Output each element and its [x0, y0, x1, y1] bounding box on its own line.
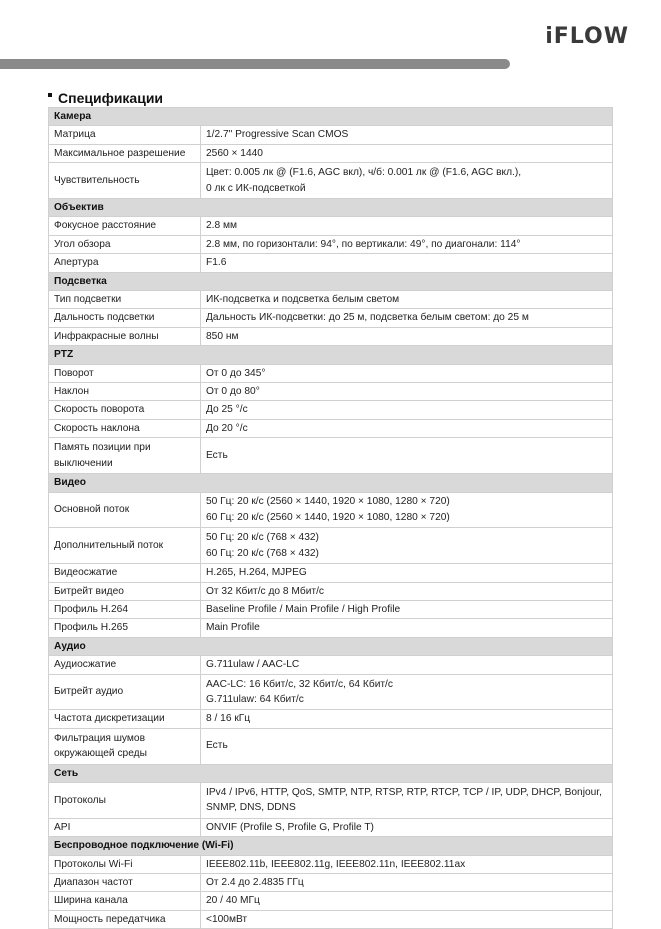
spec-key: Матрица [49, 126, 201, 144]
spec-value-line: От 0 до 345° [206, 367, 266, 379]
spec-key: Аудиосжатие [49, 656, 201, 674]
spec-row [49, 126, 613, 144]
spec-key: Битрейт видео [49, 582, 201, 600]
spec-key: API [49, 818, 201, 836]
spec-value-line: Main Profile [206, 622, 260, 634]
section-header [49, 346, 613, 364]
spec-value-line: 1/2.7" Progressive Scan CMOS [206, 129, 349, 141]
spec-value-line: До 20 °/с [206, 422, 248, 434]
spec-row [49, 600, 613, 618]
spec-value-line: IPv4 / IPv6, HTTP, QoS, SMTP, NTP, RTSP, RTP, RTCP, TCP / IP, UDP, DHCP, Bonjour, [206, 786, 602, 798]
spec-value [201, 910, 613, 928]
section-header [49, 199, 613, 217]
spec-key: Ширина канала [49, 892, 201, 910]
spec-row [49, 383, 613, 401]
brand-logo: iFLOW [545, 24, 629, 49]
spec-value [201, 383, 613, 401]
spec-row [49, 564, 613, 582]
spec-key: Профиль H.264 [49, 600, 201, 618]
section-header [49, 272, 613, 290]
spec-row [49, 254, 613, 272]
spec-value [201, 309, 613, 327]
spec-key: Диапазон частот [49, 873, 201, 891]
section-title: Объектив [49, 199, 613, 217]
spec-key: Скорость поворота [49, 401, 201, 419]
spec-key: Фильтрация шумов окружающей среды [49, 728, 201, 764]
spec-value [201, 163, 613, 199]
spec-value-line: До 25 °/с [206, 404, 248, 416]
spec-value [201, 818, 613, 836]
spec-value-line: SNMP, DNS, DDNS [206, 802, 296, 814]
spec-row [49, 855, 613, 873]
spec-value [201, 656, 613, 674]
spec-value-line: 850 нм [206, 330, 239, 342]
section-header [49, 637, 613, 655]
spec-row [49, 656, 613, 674]
spec-value [201, 144, 613, 162]
spec-value [201, 528, 613, 564]
spec-row [49, 235, 613, 253]
spec-value [201, 582, 613, 600]
spec-value-line: 50 Гц: 20 к/с (768 × 432) [206, 532, 319, 544]
spec-row [49, 144, 613, 162]
spec-value-line: ИК-подсветка и подсветка белым светом [206, 294, 400, 306]
spec-key: Дальность подсветки [49, 309, 201, 327]
spec-value-line: G.711ulaw / AAC-LC [206, 659, 300, 671]
spec-value-line: AAC-LC: 16 Кбит/с, 32 Кбит/с, 64 Кбит/с [206, 678, 393, 690]
spec-key: Угол обзора [49, 235, 201, 253]
spec-value [201, 728, 613, 764]
spec-row [49, 309, 613, 327]
spec-row [49, 401, 613, 419]
spec-value-line: От 2.4 до 2.4835 ГГц [206, 876, 304, 888]
spec-value [201, 438, 613, 474]
section-title: Беспроводное подключение (Wi-Fi) [49, 837, 613, 855]
spec-key: Основной поток [49, 492, 201, 528]
spec-value-line: 2560 × 1440 [206, 147, 263, 159]
spec-value-line: 20 / 40 МГц [206, 895, 260, 907]
spec-value-line: H.265, H.264, MJPEG [206, 567, 307, 579]
spec-value [201, 235, 613, 253]
section-title: Аудио [49, 637, 613, 655]
spec-value [201, 674, 613, 710]
section-header [49, 108, 613, 126]
spec-row [49, 419, 613, 437]
spec-row [49, 782, 613, 818]
section-title: Подсветка [49, 272, 613, 290]
page-title [48, 90, 163, 106]
spec-value-line: 50 Гц: 20 к/с (2560 × 1440, 1920 × 1080, 1280 × 720) [206, 496, 450, 508]
spec-row [49, 892, 613, 910]
spec-value-line: ONVIF (Profile S, Profile G, Profile T) [206, 821, 374, 833]
spec-key: Инфракрасные волны [49, 327, 201, 345]
spec-row [49, 528, 613, 564]
spec-value [201, 855, 613, 873]
spec-row [49, 873, 613, 891]
spec-value [201, 217, 613, 235]
spec-key: Максимальное разрешение [49, 144, 201, 162]
spec-key: Частота дискретизации [49, 710, 201, 728]
spec-value [201, 564, 613, 582]
section-title: Видео [49, 474, 613, 492]
spec-value-line: Цвет: 0.005 лк @ (F1.6, AGC вкл), ч/б: 0.001 лк @ (F1.6, AGC вкл.), [206, 167, 522, 179]
spec-key: Протоколы [49, 782, 201, 818]
spec-value-line: IEEE802.11b, IEEE802.11g, IEEE802.11n, IEEE802.11ax [206, 858, 466, 870]
spec-value-line: F1.6 [206, 257, 227, 269]
spec-value [201, 492, 613, 528]
section-title: Камера [49, 108, 613, 126]
spec-key: Дополнительный поток [49, 528, 201, 564]
spec-key: Поворот [49, 364, 201, 382]
spec-value [201, 126, 613, 144]
spec-key: Скорость наклона [49, 419, 201, 437]
spec-value [201, 364, 613, 382]
spec-value [201, 892, 613, 910]
spec-value [201, 419, 613, 437]
spec-value-line: 0 лк с ИК-подсветкой [206, 182, 306, 194]
spec-value-line: 60 Гц: 20 к/с (2560 × 1440, 1920 × 1080, 1280 × 720) [206, 511, 450, 523]
spec-key: Наклон [49, 383, 201, 401]
spec-value-line: Дальность ИК-подсветки: до 25 м, подсветка белым светом: до 25 м [206, 312, 529, 324]
spec-value-line: Baseline Profile / Main Profile / High Profile [206, 603, 401, 615]
spec-row [49, 492, 613, 528]
spec-key: Протоколы Wi-Fi [49, 855, 201, 873]
spec-key: Мощность передатчика [49, 910, 201, 928]
header-bar [0, 59, 510, 69]
spec-value [201, 600, 613, 618]
section-header [49, 837, 613, 855]
spec-key: Апертура [49, 254, 201, 272]
spec-row [49, 217, 613, 235]
spec-key: Битрейт аудио [49, 674, 201, 710]
spec-value [201, 291, 613, 309]
spec-value-line: <100мВт [206, 913, 248, 925]
spec-value [201, 710, 613, 728]
spec-row [49, 674, 613, 710]
spec-key: Память позиции при выключении [49, 438, 201, 474]
spec-value [201, 619, 613, 637]
bullet-icon [48, 93, 52, 97]
spec-value-line: 60 Гц: 20 к/с (768 × 432) [206, 547, 319, 559]
section-header [49, 764, 613, 782]
spec-row [49, 364, 613, 382]
spec-value [201, 254, 613, 272]
spec-value-line: От 0 до 80° [206, 386, 260, 398]
spec-row [49, 582, 613, 600]
section-title: PTZ [49, 346, 613, 364]
spec-value [201, 782, 613, 818]
spec-value-line: Есть [206, 740, 228, 752]
spec-row [49, 619, 613, 637]
spec-row [49, 728, 613, 764]
spec-key: Видеосжатие [49, 564, 201, 582]
spec-row [49, 710, 613, 728]
spec-row [49, 818, 613, 836]
spec-row [49, 291, 613, 309]
spec-value [201, 401, 613, 419]
spec-value-line: От 32 Кбит/с до 8 Мбит/с [206, 585, 325, 597]
spec-value-line: 2.8 мм, по горизонтали: 94°, по вертикали: 49°, по диагонали: 114° [206, 238, 521, 250]
spec-row [49, 910, 613, 928]
section-title: Сеть [49, 764, 613, 782]
spec-key: Чувствительность [49, 163, 201, 199]
spec-value-line: 8 / 16 кГц [206, 713, 251, 725]
spec-value-line: G.711ulaw: 64 Кбит/с [206, 693, 304, 705]
spec-value-line: 2.8 мм [206, 220, 238, 232]
spec-key: Тип подсветки [49, 291, 201, 309]
spec-row [49, 327, 613, 345]
spec-value-line: Есть [206, 449, 228, 461]
spec-table [48, 107, 613, 929]
spec-key: Фокусное расстояние [49, 217, 201, 235]
spec-value [201, 327, 613, 345]
spec-row [49, 163, 613, 199]
section-header [49, 474, 613, 492]
page-title-text: Спецификации [58, 90, 164, 106]
spec-value [201, 873, 613, 891]
spec-row [49, 438, 613, 474]
spec-key: Профиль H.265 [49, 619, 201, 637]
